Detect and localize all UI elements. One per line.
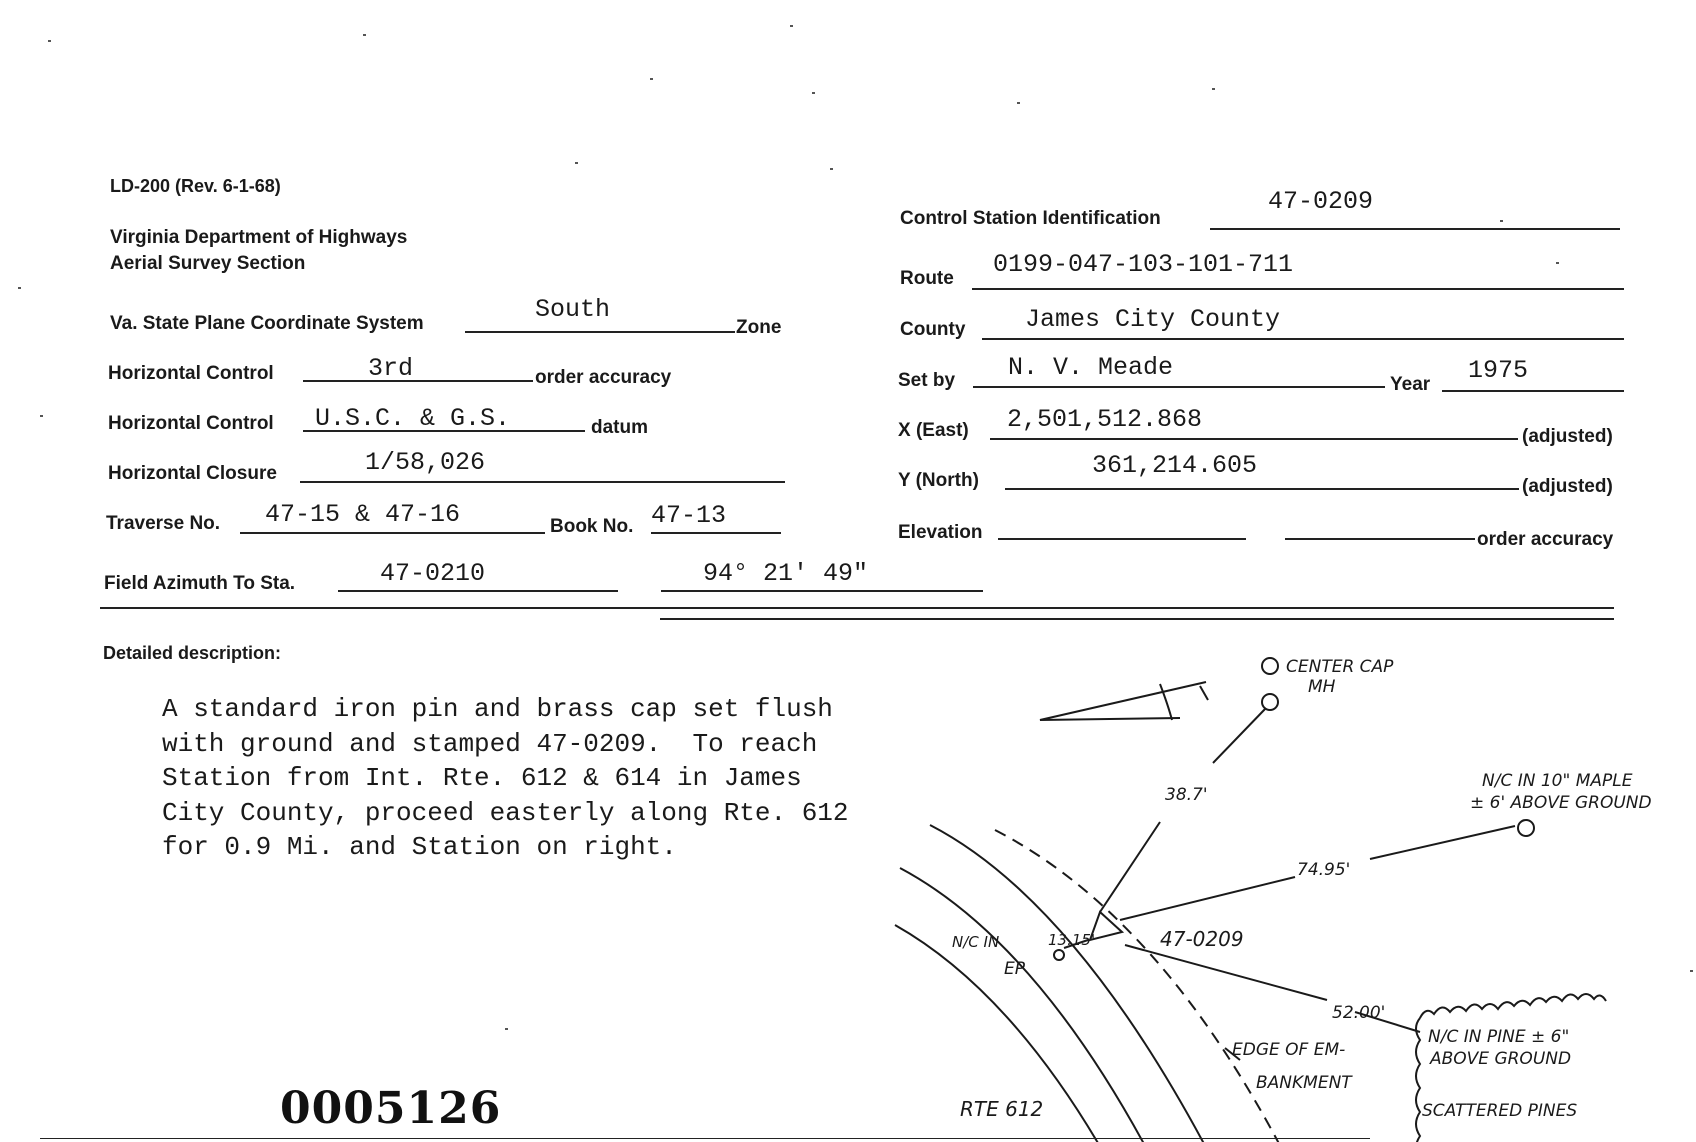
bottom-edge-line — [40, 1138, 1370, 1139]
azimuth-label: Field Azimuth To Sta. — [104, 573, 296, 594]
closure-value: 1/58,026 — [365, 448, 486, 477]
tree-line-left — [1416, 1018, 1420, 1142]
description-line: for 0.9 Mi. and Station on right. — [162, 832, 677, 862]
document-number: 0005126 — [280, 1083, 502, 1134]
road-edge-mid — [900, 868, 1150, 1142]
section-name: Aerial Survey Section — [110, 253, 306, 274]
traverse-label: Traverse No. — [106, 513, 221, 534]
ep-marker-icon — [1054, 950, 1064, 960]
azimuth-station-value: 47-0210 — [380, 559, 486, 588]
x-adjusted-label: (adjusted) — [1522, 426, 1613, 447]
y-label: Y (North) — [898, 470, 979, 491]
scan-speck — [1017, 102, 1020, 104]
road-edge-outer — [930, 825, 1210, 1142]
description-line: City County, proceed easterly along Rte. 612 — [162, 797, 849, 828]
maple-text-1: N/C IN 10" MAPLE — [1482, 771, 1633, 791]
x-line — [990, 438, 1518, 440]
mh-text: MH — [1308, 677, 1336, 697]
scan-speck — [48, 40, 51, 42]
azimuth-station-line — [338, 590, 618, 592]
road-edge-inner — [895, 925, 1105, 1142]
ep-text-2: EP — [1004, 959, 1025, 979]
traverse-line — [240, 532, 545, 534]
scan-speck — [1690, 970, 1693, 972]
set-by-value: N. V. Meade — [1008, 353, 1174, 382]
y-line — [1005, 488, 1519, 490]
maple-tree-icon — [1518, 820, 1534, 836]
order-accuracy-label: order accuracy — [535, 367, 672, 388]
scan-speck — [812, 92, 815, 94]
x-label: X (East) — [898, 420, 969, 441]
station-id-label: Control Station Identification — [900, 208, 1161, 229]
x-value: 2,501,512.868 — [1007, 405, 1203, 434]
hc-order-label: Horizontal Control — [108, 363, 274, 384]
route-label: Route — [900, 268, 954, 289]
y-value: 361,214.605 — [1092, 451, 1258, 480]
book-label: Book No. — [550, 516, 634, 537]
dist-mh-text: 38.7' — [1165, 785, 1208, 805]
rte-text: RTE 612 — [960, 1097, 1044, 1121]
dist-pine-text: 52.00' — [1332, 1003, 1386, 1023]
scan-speck — [40, 415, 43, 417]
coord-system-label: Va. State Plane Coordinate System — [110, 313, 424, 334]
elevation-order-label: order accuracy — [1477, 529, 1614, 550]
hc-datum-value: U.S.C. & G.S. — [315, 404, 511, 433]
year-label: Year — [1390, 374, 1431, 395]
dist-ep-text: 13.15' — [1048, 931, 1096, 949]
closure-label: Horizontal Closure — [108, 463, 277, 484]
center-cap-circle — [1262, 658, 1278, 674]
scan-speck — [18, 287, 21, 289]
embankment-edge — [995, 830, 1285, 1142]
form-id: LD-200 (Rev. 6-1-68) — [110, 176, 281, 196]
azimuth-tick — [1200, 686, 1208, 700]
dist-maple-text: 74.95' — [1297, 860, 1351, 880]
azimuth-value: 94° 21' 49" — [703, 559, 869, 588]
datum-label: datum — [591, 417, 648, 438]
maple-text-2: ± 6' ABOVE GROUND — [1470, 793, 1652, 813]
azimuth-arrow — [1040, 682, 1206, 720]
coord-system-value: South — [535, 295, 611, 324]
tie-line-ep — [1064, 940, 1088, 948]
station-id-value: 47-0209 — [1268, 187, 1374, 216]
sketch-annotations — [952, 657, 1652, 1121]
station-marker-icon — [1090, 912, 1122, 940]
scan-speck — [1556, 262, 1559, 264]
scattered-pines-text: SCATTERED PINES — [1422, 1101, 1578, 1121]
tie-line-pine — [1125, 945, 1327, 1000]
county-label: County — [900, 319, 966, 340]
agency-name: Virginia Department of Highways — [110, 227, 408, 248]
tree-line-outline — [1420, 994, 1606, 1018]
route-value: 0199-047-103-101-711 — [993, 250, 1294, 279]
scan-speck — [650, 78, 653, 80]
scan-speck — [1500, 220, 1503, 222]
manhole-circle — [1262, 694, 1278, 710]
year-value: 1975 — [1468, 356, 1529, 385]
y-adjusted-label: (adjusted) — [1522, 476, 1613, 497]
county-line — [982, 338, 1624, 340]
elevation-order-line — [1285, 538, 1475, 540]
tie-line-pine-2 — [1355, 1012, 1420, 1032]
tie-line-maple-2 — [1370, 826, 1515, 859]
mh-tie-line — [1213, 708, 1266, 763]
scan-speck — [505, 1028, 508, 1030]
scan-speck — [830, 168, 833, 170]
description-line: with ground and stamped 47-0209. To reach — [162, 728, 818, 759]
edge-text-2: BANKMENT — [1256, 1073, 1352, 1093]
azimuth-value-line — [661, 590, 983, 592]
station-id-line — [1210, 228, 1620, 230]
ep-text-1: N/C IN — [952, 933, 1000, 951]
pine-text-2: ABOVE GROUND — [1430, 1049, 1572, 1069]
elevation-line — [998, 538, 1246, 540]
center-cap-text: CENTER CAP — [1286, 657, 1394, 677]
separator-line-top — [100, 607, 1614, 609]
scan-speck — [1212, 88, 1215, 90]
set-by-line — [973, 386, 1385, 388]
set-by-label: Set by — [898, 370, 956, 391]
hc-order-value: 3rd — [368, 354, 414, 383]
traverse-value: 47-15 & 47-16 — [265, 500, 461, 529]
tie-line-maple — [1120, 877, 1295, 920]
scan-speck — [363, 34, 366, 36]
book-value: 47-13 — [651, 501, 727, 530]
coord-system-line — [465, 331, 735, 333]
year-line — [1442, 390, 1624, 392]
scan-speck — [575, 162, 578, 164]
azimuth-arc — [1160, 684, 1172, 720]
book-line — [651, 532, 781, 534]
station-text: 47-0209 — [1160, 927, 1244, 951]
route-line — [972, 288, 1624, 290]
separator-line-bottom — [660, 618, 1614, 620]
description-text — [162, 692, 922, 865]
leader-edge — [1225, 1048, 1240, 1060]
hc-order-line — [303, 380, 533, 382]
edge-text-1: EDGE OF EM- — [1232, 1040, 1346, 1060]
elevation-label: Elevation — [898, 522, 983, 543]
closure-line — [300, 481, 785, 483]
scan-speck — [790, 25, 793, 27]
pine-text-1: N/C IN PINE ± 6" — [1428, 1027, 1570, 1047]
tie-line-mh — [1100, 822, 1160, 912]
zone-label: Zone — [736, 317, 782, 338]
description-label: Detailed description: — [103, 643, 282, 663]
description-line: A standard iron pin and brass cap set flush — [162, 694, 833, 724]
hc-datum-label: Horizontal Control — [108, 413, 274, 434]
description-line: Station from Int. Rte. 612 & 614 in James — [162, 763, 802, 793]
county-value: James City County — [1025, 305, 1281, 334]
